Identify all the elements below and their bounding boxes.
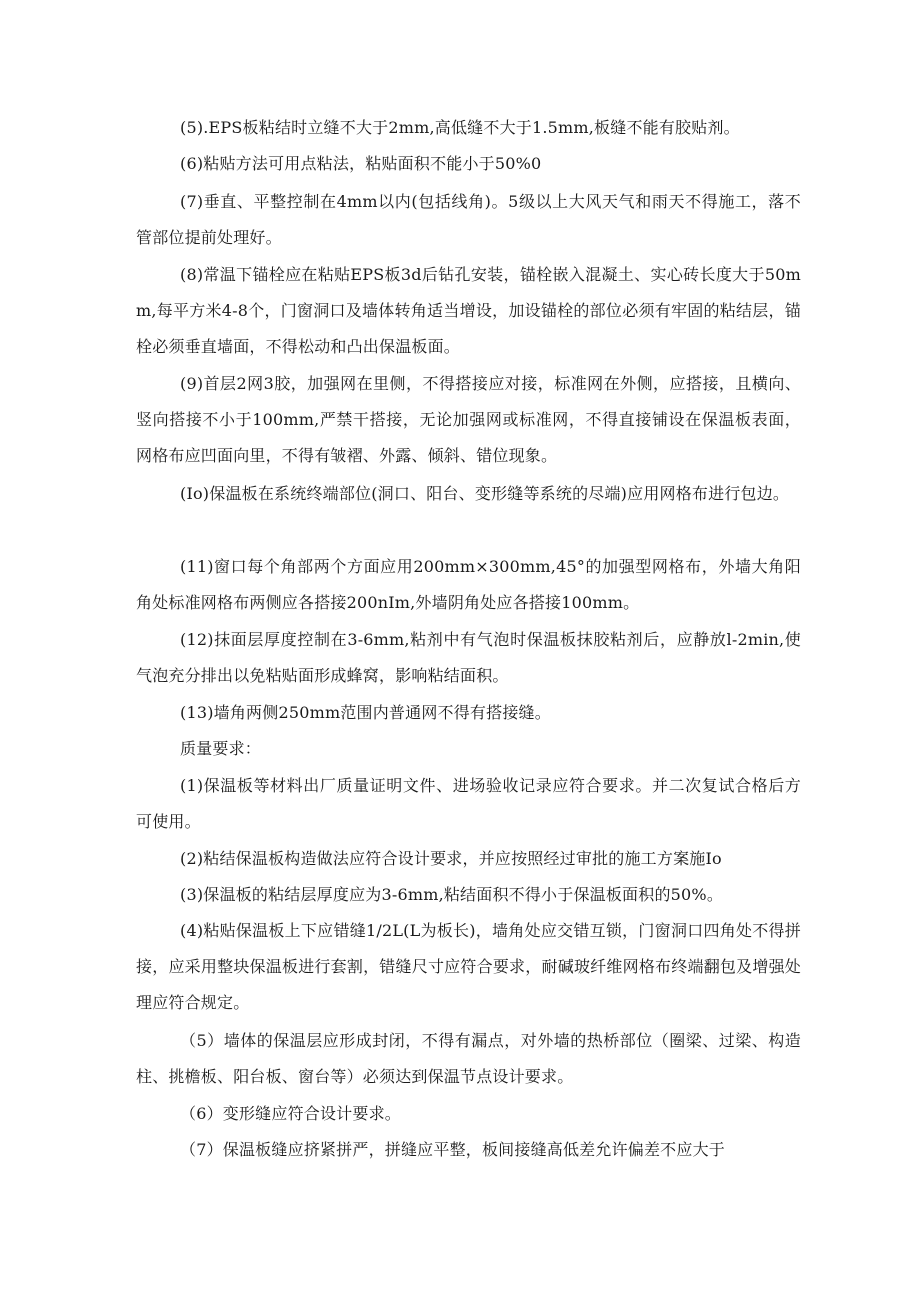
paragraph-10: (Io)保温板在系统终端部位(洞口、阳台、变形缝等系统的尽端)应用网格布进行包边。 xyxy=(180,484,790,503)
quality-item-4: (4)粘贴保温板上下应错缝1/2L(L为板长)，墙角处应交错互锁，门窗洞口四角处不得拼接，应采用整块保温板进行套割，错缝尺寸应符合要求，耐碱玻纤维网格布终端翻包及增强处理应符合规定。 xyxy=(136,921,801,1012)
paragraph-13: (13)墙角两侧250mm范围内普通网不得有搭接缝。 xyxy=(180,703,551,722)
quality-item-2: (2)粘结保温板构造做法应符合设计要求，并应按照经过审批的施工方案施Io xyxy=(180,849,722,868)
paragraph-12: (12)抹面层厚度控制在3-6mm,粘剂中有气泡时保温板抹胶粘剂后，应静放l-2min,使气泡充分排出以免粘贴面形成蜂窝，影响粘结面积。 xyxy=(136,630,801,685)
paragraph-8: (8)常温下锚栓应在粘贴EPS板3d后钻孔安装，锚栓嵌入混凝土、实心砖长度大于50mm,每平方米4-8个，门窗洞口及墙体转角适当增设，加设锚栓的部位必须有牢固的粘结层，锚栓必须垂直墙面，不得松动和凸出保温板面。 xyxy=(136,265,801,356)
paragraph-7: (7)垂直、平整控制在4mm以内(包括线角)。5级以上大风天气和雨天不得施工，落不管部位提前处理好。 xyxy=(136,192,801,247)
quality-requirements-heading: 质量要求： xyxy=(180,739,262,758)
quality-item-5: （5）墙体的保温层应形成封闭，不得有漏点，对外墙的热桥部位（圈梁、过梁、构造柱、挑檐板、阳台板、窗台等）必须达到保温节点设计要求。 xyxy=(136,1031,801,1086)
quality-item-1: (1)保温板等材料出厂质量证明文件、进场验收记录应符合要求。并二次复试合格后方可使用。 xyxy=(136,776,801,831)
paragraph-5: (5).EPS板粘结时立缝不大于2mm,高低缝不大于1.5mm,板缝不能有胶贴剂。 xyxy=(180,118,740,137)
paragraph-6: (6)粘贴方法可用点粘法，粘贴面积不能小于50%0 xyxy=(180,154,542,173)
quality-item-7: （7）保温板缝应挤紧拼严，拼缝应平整，板间接缝高低差允许偏差不应大于 xyxy=(180,1140,725,1159)
paragraph-11: (11)窗口每个角部两个方面应用200mm×300mm,45°的加强型网格布，外墙大角阳角处标准网格布两侧应各搭接200nIm,外墙阴角处应各搭接100mm。 xyxy=(136,557,801,612)
quality-item-3: (3)保温板的粘结层厚度应为3-6mm,粘结面积不得小于保温板面积的50%。 xyxy=(180,885,724,904)
paragraph-9: (9)首层2网3胶，加强网在里侧，不得搭接应对接，标准网在外侧，应搭接，且横向、竖向搭接不小于100mm,严禁干搭接，无论加强网或标准网，不得直接铺设在保温板表面，网格布应凹面向里，不得有皱褶、外露、倾斜、错位现象。 xyxy=(136,374,801,465)
quality-item-6: （6）变形缝应符合设计要求。 xyxy=(180,1104,401,1123)
